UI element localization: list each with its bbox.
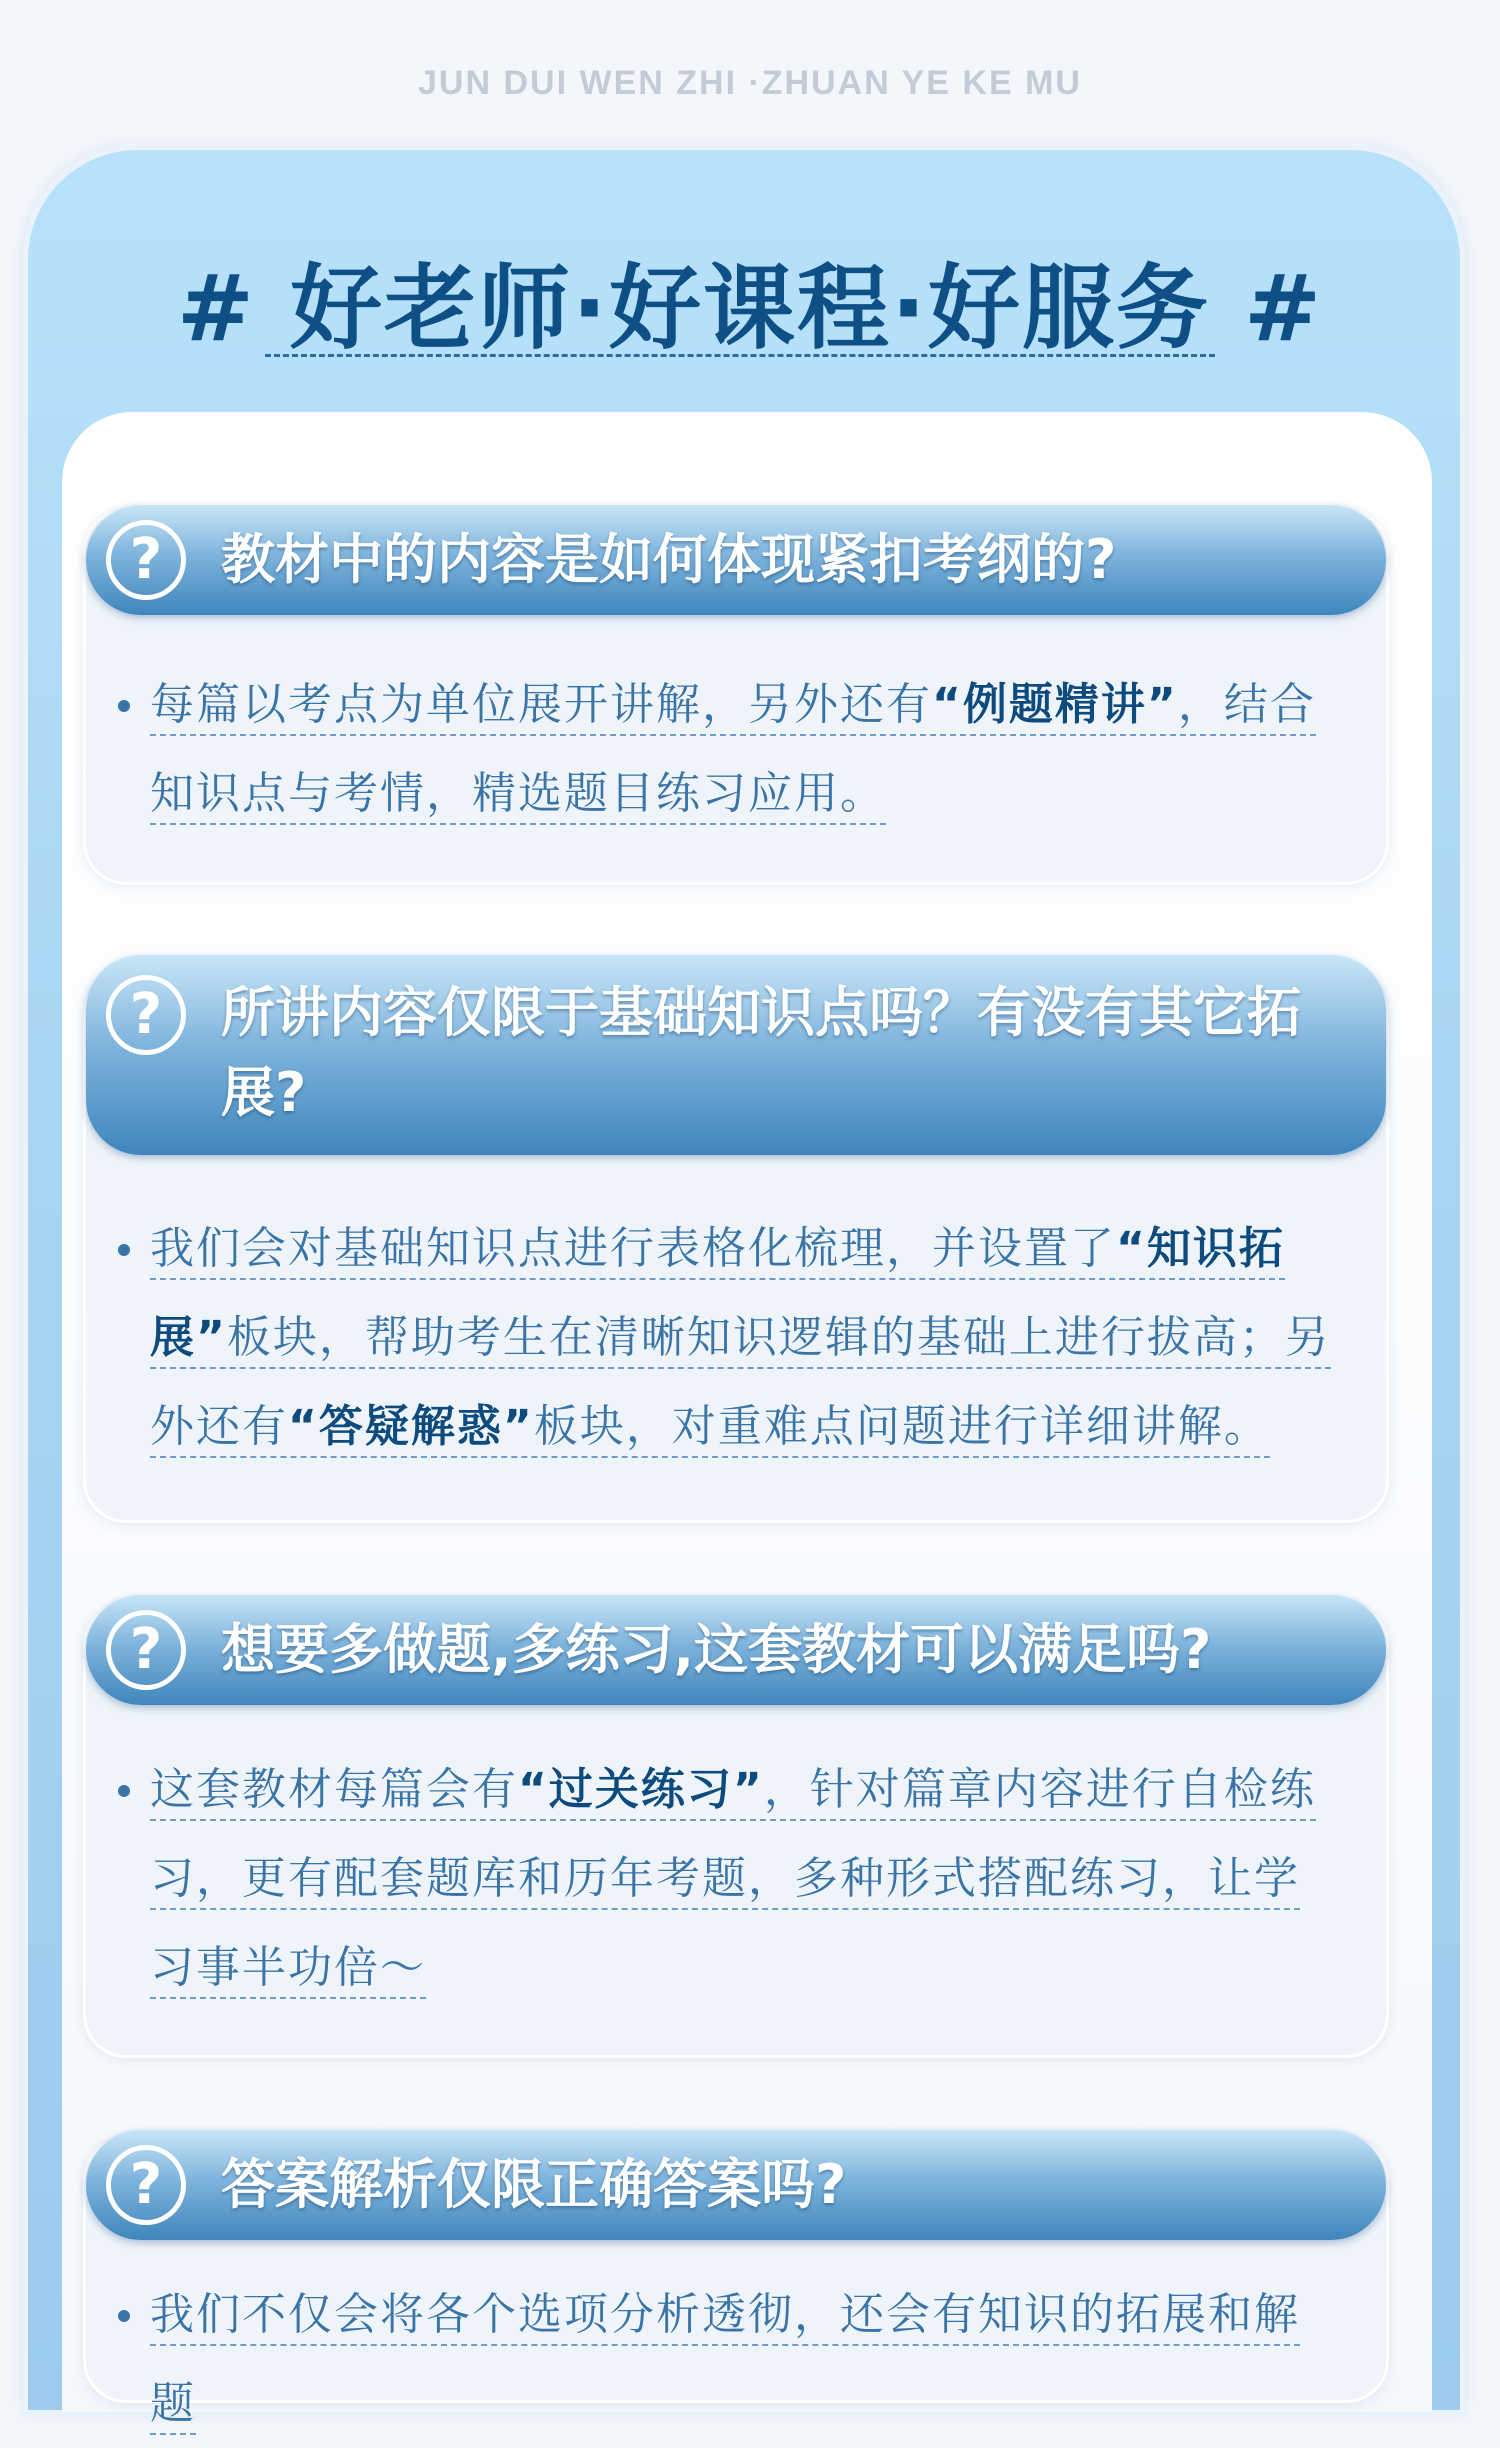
header-subtitle: JUN DUI WEN ZHI ·ZHUAN YE KE MU bbox=[418, 64, 1082, 102]
question-circle-icon: ? bbox=[106, 520, 186, 600]
faq-answer-2: 我们会对基础知识点进行表格化梳理，并设置了“知识拓展”板块，帮助考生在清晰知识逻辑的基础上进行拔高；另外还有“答疑解惑”板块，对重难点问题进行详细讲解。 bbox=[150, 1204, 1340, 1471]
title-underline bbox=[265, 354, 1215, 357]
faq-question-1: 教材中的内容是如何体现紧扣考纲的? bbox=[221, 528, 1117, 591]
faq-question-bar-1 bbox=[86, 505, 1386, 615]
bullet-dot bbox=[118, 2310, 130, 2322]
bullet-dot bbox=[118, 700, 130, 712]
faq-question-4: 答案解析仅限正确答案吗? bbox=[221, 2153, 847, 2216]
question-circle-icon: ? bbox=[106, 1610, 186, 1690]
faq-answer-4: 我们不仅会将各个选项分析透彻，还会有知识的拓展和解题 bbox=[150, 2270, 1340, 2448]
bullet-dot bbox=[118, 1785, 130, 1797]
faq-answer-1: 每篇以考点为单位展开讲解，另外还有“例题精讲”，结合知识点与考情，精选题目练习应用。 bbox=[150, 660, 1340, 838]
faq-question-2: 所讲内容仅限于基础知识点吗？有没有其它拓展? bbox=[221, 981, 1301, 1124]
faq-question-bar-3 bbox=[86, 1595, 1386, 1705]
bullet-dot bbox=[118, 1244, 130, 1256]
faq-question-bar-2 bbox=[86, 955, 1386, 1155]
question-circle-icon: ? bbox=[106, 2145, 186, 2225]
page-title: # 好老师·好课程·好服务 # bbox=[176, 255, 1324, 362]
question-circle-icon: ? bbox=[106, 975, 186, 1055]
faq-question-3: 想要多做题,多练习,这套教材可以满足吗? bbox=[221, 1618, 1212, 1681]
faq-answer-3: 这套教材每篇会有“过关练习”，针对篇章内容进行自检练习，更有配套题库和历年考题，多种形式搭配练习，让学习事半功倍～ bbox=[150, 1745, 1340, 2012]
faq-question-bar-4 bbox=[86, 2130, 1386, 2240]
